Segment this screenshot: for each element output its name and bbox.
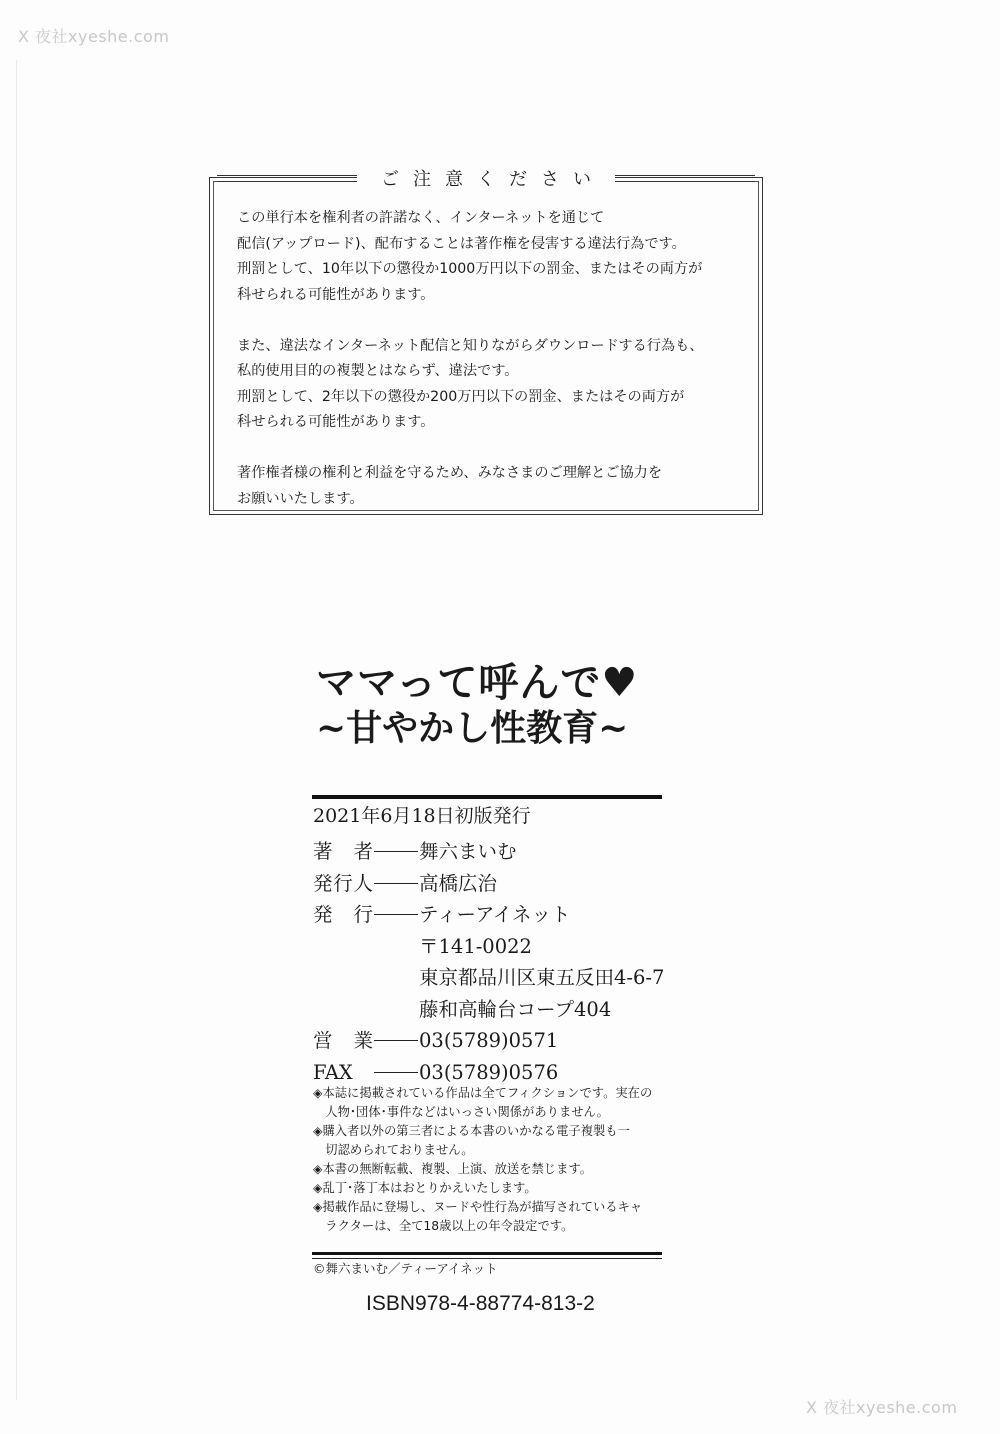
notice-line: 科せられる可能性があります。 [237,414,435,430]
credit-label: FAX [313,1060,353,1084]
credit-address-2 [313,994,664,1026]
note-line: 切認められておりません。 [313,1143,474,1157]
credit-postal [313,931,664,963]
notice-paragraph-3 [237,461,747,512]
credit-address-1 [313,962,664,994]
title-ornament-right [615,175,755,182]
divider-top [312,795,662,799]
note-line: ◈購入者以外の第三者による本書のいかなる電子複製も一 [313,1124,630,1138]
credit-value: ティーアイネット [419,903,571,926]
notice-title: ご注意ください [357,169,615,190]
watermark-top: X 夜社xyeshe.com [18,27,170,46]
note-line: 人物･団体･事件などはいっさい関係がありません。 [313,1105,609,1119]
credit-dash [374,1072,418,1073]
credit-author [313,836,664,868]
copyright-line: ©舞六まいむ／ティーアイネット [313,1261,498,1276]
notice-line: 刑罰として、10年以下の懲役か1000万円以下の罰金、またはその両方が [237,261,703,277]
credit-dash [374,1040,418,1041]
notice-line: 著作権者様の権利と利益を守るため、みなさまのご理解とご協力を [237,465,663,481]
credit-dash [374,851,418,852]
credit-dash [374,883,418,884]
copyright-notice-box [209,169,763,515]
page-edge-line [16,60,17,1400]
book-title: ママって呼んで♥ [316,659,639,706]
credit-publisher-person [313,868,664,900]
colophon-credits [313,836,664,1088]
credit-value: 藤和高輪台コープ404 [419,997,612,1021]
note-line: ◈本誌に掲載されている作品は全てフィクションです。実在の [313,1086,653,1100]
credit-sales [313,1025,664,1057]
divider-bottom [312,1252,662,1255]
credit-label: 著 者 [313,840,373,863]
credit-value: 高橋広治 [419,871,498,895]
credit-value: 03(5789)0571 [419,1029,559,1052]
notice-line: また、違法なインターネット配信と知りながらダウンロードする行為も、 [237,337,704,354]
notice-line: この単行本を権利者の許諾なく、インターネットを通じて [237,210,605,226]
credit-value: 舞六まいむ [419,840,517,863]
divider-bottom-thin [312,1258,662,1259]
title-ornament-left [217,175,357,182]
credit-label: 発行人 [313,871,373,895]
note-line: ◈乱丁･落丁本はおとりかえいたします。 [313,1181,537,1195]
notice-body [237,206,747,512]
notice-line: 私的使用目的の複製とはならず、違法です。 [237,363,519,379]
notice-line: 刑罰として、2年以下の懲役か200万円以下の罰金、またはその両方が [237,388,685,405]
note-line: ◈本書の無断転載、複製、上演、放送を禁じます。 [313,1162,593,1176]
notice-line: 科せられる可能性があります。 [237,286,435,303]
book-subtitle: ~甘やかし性教育~ [316,707,629,749]
credit-value: 〒141-0022 [419,934,532,958]
credit-value: 03(5789)0576 [419,1060,559,1084]
publication-date: 2021年6月18日初版発行 [313,805,531,827]
credit-publisher [313,899,664,931]
isbn: ISBN978-4-88774-813-2 [366,1292,595,1315]
credit-dash [374,914,418,915]
note-line: ラクターは、全て18歳以上の年令設定です。 [313,1219,574,1233]
note-line: ◈掲載作品に登場し、ヌードや性行為が描写されているキャ [313,1200,643,1214]
credit-value: 東京都品川区東五反田4-6-7 [419,966,665,989]
watermark-bottom: X 夜社xyeshe.com [806,1398,958,1417]
notice-title-row [210,165,762,191]
notice-paragraph-2 [237,334,747,436]
credit-label: 発 行 [313,903,373,926]
notice-line: 配信(アップロード)、配布することは著作権を侵害する違法行為です。 [237,235,686,252]
credit-label: 営 業 [313,1029,373,1052]
notice-paragraph-1 [237,206,747,308]
notice-line: お願いいたします。 [237,490,364,507]
legal-notes [313,1084,652,1236]
